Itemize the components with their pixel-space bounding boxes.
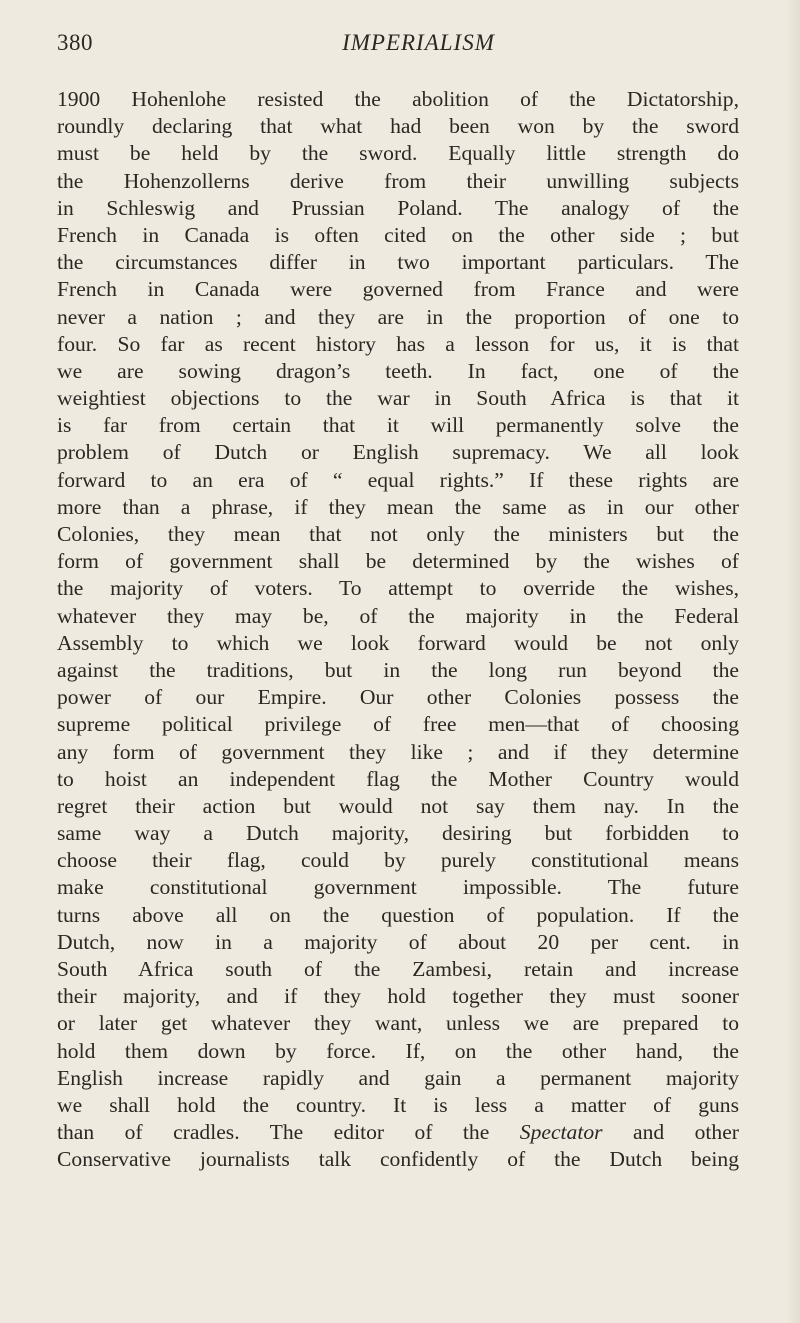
text-line: four. So far as recent history has a lesson for us, it is that <box>57 331 739 356</box>
text-line: regret their action but would not say them nay. In the <box>57 793 739 818</box>
text-line: English increase rapidly and gain a permanent majority <box>57 1065 739 1090</box>
text-line: we are sowing dragon’s teeth. In fact, one of the <box>57 358 739 383</box>
text-line: hold them down by force. If, on the other hand, the <box>57 1038 739 1063</box>
text-line: whatever they may be, of the majority in the Federal <box>57 603 739 628</box>
text-line: is far from certain that it will permanently solve the <box>57 413 739 438</box>
text-line: make constitutional government impossible. The future <box>57 875 739 900</box>
page-edge-shadow <box>786 0 800 1323</box>
text-line: against the traditions, but in the long run beyond the <box>57 657 739 682</box>
text-line: power of our Empire. Our other Colonies possess the <box>57 685 739 710</box>
text-line: weightiest objections to the war in South Africa is that it <box>57 386 739 411</box>
text-line: same way a Dutch majority, desiring but forbidden to <box>57 821 739 846</box>
text-line: French in Canada is often cited on the other side ; but <box>57 222 739 247</box>
text-line: 1900 Hohenlohe resisted the abolition of the Dictatorship, <box>57 87 739 111</box>
text-line: French in Canada were governed from France and were <box>57 277 739 302</box>
text-line: to hoist an independent flag the Mother Country would <box>57 766 739 791</box>
text-line: turns above all on the question of population. If the <box>57 902 739 927</box>
text-line: South Africa south of the Zambesi, retain and increase <box>57 957 739 981</box>
text-line: never a nation ; and they are in the proportion of one to <box>57 304 739 329</box>
text-line: must be held by the sword. Equally little strength do <box>57 141 739 166</box>
text-line: choose their flag, could by purely constitutional means <box>57 848 739 873</box>
text-line: form of government shall be determined by the wishes of <box>57 549 739 574</box>
text-line: Assembly to which we look forward would be not only <box>57 630 739 655</box>
text-segment: and other <box>633 1120 739 1145</box>
text-line: we shall hold the country. It is less a matter of guns <box>57 1092 739 1117</box>
text-line: forward to an era of “ equal rights.” If these rights are <box>57 467 739 492</box>
text-line: Dutch, now in a majority of about 20 per cent. in <box>57 929 739 954</box>
text-line: supreme political privilege of free men—that of choosing <box>57 712 739 737</box>
text-line: or later get whatever they want, unless we are prepared to <box>57 1011 739 1036</box>
text-segment: than of cradles. The editor of the <box>57 1120 490 1145</box>
text-line: in Schleswig and Prussian Poland. The analogy of the <box>57 195 739 220</box>
italic-title: Spectator <box>519 1120 603 1145</box>
text-line: their majority, and if they hold together they must sooner <box>57 984 739 1009</box>
text-line-with-italic <box>57 1119 739 1146</box>
text-line: the circumstances differ in two important particulars. The <box>57 250 739 275</box>
text-line: problem of Dutch or English supremacy. We all look <box>57 440 739 465</box>
text-line: the majority of voters. To attempt to override the wishes, <box>57 576 739 601</box>
text-line: more than a phrase, if they mean the same as in our other <box>57 494 739 519</box>
page-number: 380 <box>57 30 93 55</box>
body-text <box>57 86 739 1174</box>
text-line: Colonies, they mean that not only the ministers but the <box>57 522 739 546</box>
text-line: roundly declaring that what had been won by the sword <box>57 114 739 139</box>
running-title: IMPERIALISM <box>342 30 495 55</box>
running-head <box>57 30 740 64</box>
text-line: Conservative journalists talk confidently of the Dutch being <box>57 1147 739 1172</box>
text-line: any form of government they like ; and if they determine <box>57 739 739 764</box>
text-line: the Hohenzollerns derive from their unwilling subjects <box>57 168 739 193</box>
